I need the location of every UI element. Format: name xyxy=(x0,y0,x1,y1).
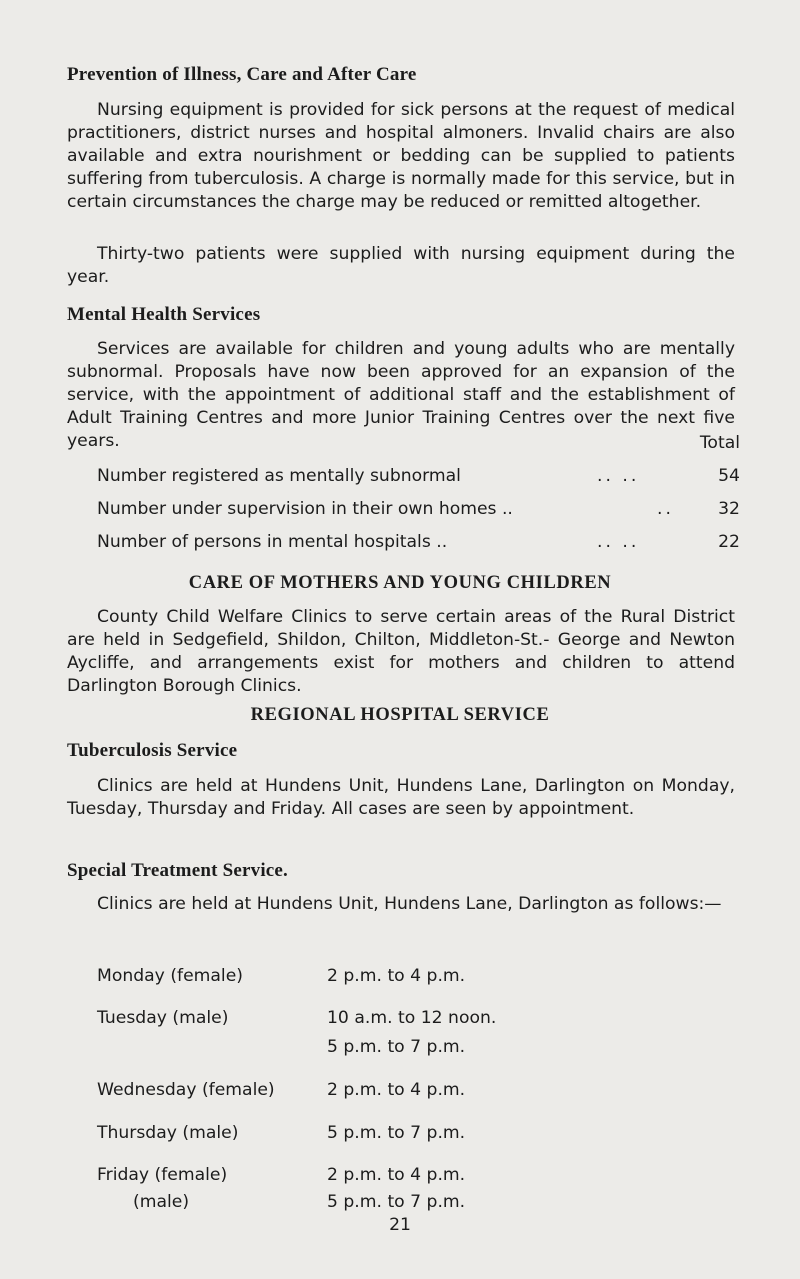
nursing-equipment-paragraph: Thirty-two patients were supplied with nursing equipment during the year. xyxy=(67,244,735,287)
table-row xyxy=(97,499,740,523)
prevention-paragraph: Nursing equipment is provided for sick persons at the request of medical practitioners, district nurses and hospital almoners. Invalid chairs are also available and extra nourishment or bedding can be supplied to patients suffering from tuberculosis. A charge is normally made for this service, but in certain circumstances the charge may be reduced or remitted altogether. xyxy=(67,100,735,212)
schedule-time: 5 p.m. to 7 p.m. xyxy=(327,1037,466,1057)
tuberculosis-heading: Tuberculosis Service xyxy=(67,740,238,761)
leader-dots: .. xyxy=(657,499,674,519)
row-value: 32 xyxy=(718,499,740,519)
mothers-heading: CARE OF MOTHERS AND YOUNG CHILDREN xyxy=(188,573,612,593)
schedule-time: 5 p.m. to 7 p.m. xyxy=(327,1123,466,1143)
row-label: Number registered as mentally subnormal xyxy=(97,466,461,486)
page-number: 21 xyxy=(389,1215,411,1235)
schedule-day: Monday (female) xyxy=(97,966,243,986)
schedule-time: 2 p.m. to 4 p.m. xyxy=(327,1080,466,1100)
schedule-time: 2 p.m. to 4 p.m. xyxy=(327,966,466,986)
mental-health-heading: Mental Health Services xyxy=(67,304,261,325)
schedule-time: 2 p.m. to 4 p.m. xyxy=(327,1165,466,1185)
schedule-day: (male) xyxy=(133,1192,190,1212)
schedule-day: Wednesday (female) xyxy=(97,1080,275,1100)
schedule-day: Friday (female) xyxy=(97,1165,228,1185)
special-treatment-paragraph: Clinics are held at Hundens Unit, Hundens Lane, Darlington as follows:— xyxy=(97,894,722,914)
row-label: Number of persons in mental hospitals .. xyxy=(97,532,448,552)
schedule-time: 5 p.m. to 7 p.m. xyxy=(327,1192,466,1212)
table-row xyxy=(97,532,740,556)
schedule-day: Thursday (male) xyxy=(97,1123,239,1143)
schedule-day: Tuesday (male) xyxy=(97,1008,229,1028)
special-treatment-heading: Special Treatment Service. xyxy=(67,860,289,881)
mental-health-paragraph: Services are available for children and young adults who are mentally subnormal. Proposals have now been approved for an expansion of the service, with the appointment of additional staff and the establishment of Adult Training Centres and more Junior Training Centres over the next five years. xyxy=(67,339,735,451)
row-value: 54 xyxy=(718,466,740,486)
prevention-heading: Prevention of Illness, Care and After Care xyxy=(67,64,417,85)
total-column-header: Total xyxy=(699,433,740,453)
row-label: Number under supervision in their own homes .. xyxy=(97,499,513,519)
regional-heading: REGIONAL HOSPITAL SERVICE xyxy=(250,705,550,725)
leader-dots: .. .. xyxy=(597,532,640,552)
leader-dots: .. .. xyxy=(597,466,640,486)
table-row xyxy=(97,466,740,490)
row-value: 22 xyxy=(718,532,740,552)
mothers-paragraph: County Child Welfare Clinics to serve certain areas of the Rural District are held in Sedgefield, Shildon, Chilton, Middleton-St.- George and Newton Aycliffe, and arrangements exist for mothers and children to attend Darlington Borough Clinics. xyxy=(67,607,735,696)
table-header-row xyxy=(97,433,740,457)
schedule-time: 10 a.m. to 12 noon. xyxy=(327,1008,497,1028)
tuberculosis-paragraph: Clinics are held at Hundens Unit, Hundens Lane, Darlington on Monday, Tuesday, Thursday and Friday. All cases are seen by appointment. xyxy=(67,776,735,819)
